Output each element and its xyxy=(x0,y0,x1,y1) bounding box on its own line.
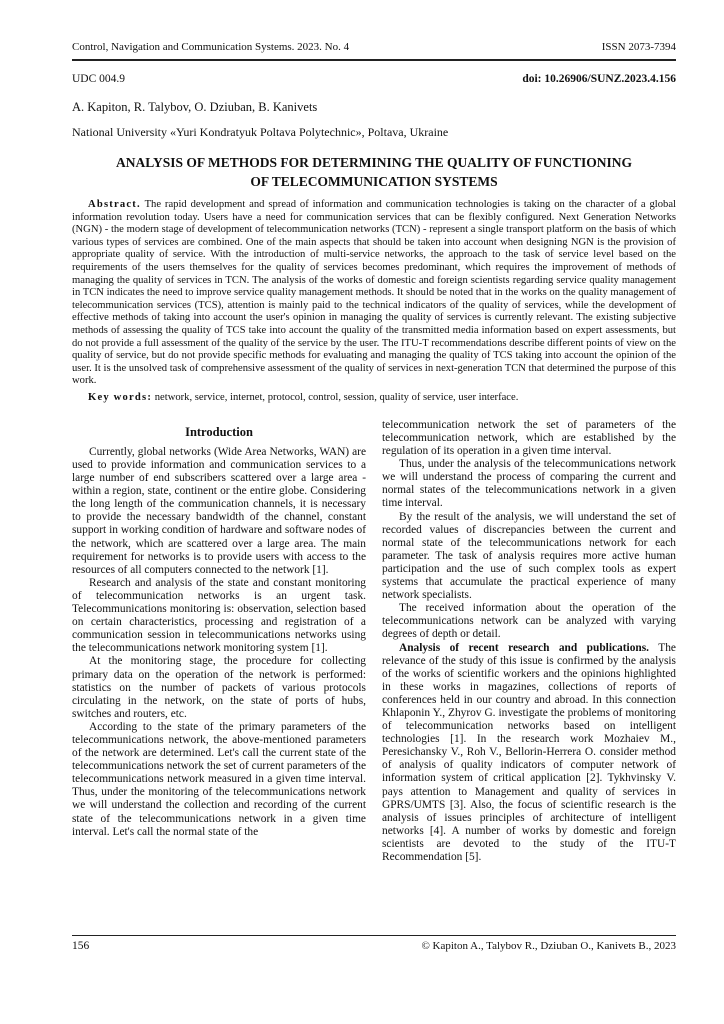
body-paragraph: Thus, under the analysis of the telecommunications network we will understand the process of comparing the current and normal states of the telecommunications network in a given time interval. xyxy=(382,458,676,510)
left-column xyxy=(72,419,366,935)
body-paragraph: Currently, global networks (Wide Area Networks, WAN) are used to provide information and communication services to a large number of end subscribers scattered over a large area - within a region, state, continent or the entire globe. Considering the long length of the communication channels, it is necessary to provide the necessary bandwidth of the channel, constant support in working condition of hardware and software nodes of the network, which are scattered over a large area. The main requirement for networks is to provide users with access to the resources of all computers connected to the network [1]. xyxy=(72,445,366,576)
authors-line: A. Kapiton, R. Talybov, O. Dziuban, B. Kanivets xyxy=(72,100,318,114)
udc-doi-row xyxy=(72,72,676,86)
abstract-label: Abstract. xyxy=(88,199,141,210)
body-paragraph: The received information about the operation of the telecommunications network can be analyzed with varying degrees of depth or detail. xyxy=(382,602,676,641)
analysis-paragraph xyxy=(382,642,676,865)
keywords-label: Key words: xyxy=(88,391,153,403)
abstract-text: The rapid development and spread of information and communication technologies is taking on the character of a global information revolution today. Users have a need for communication services that can be flexibly configured. Next Generation Networks (NGN) - the modern stage of development of telecommunication networks (TCN) - represent a single transport platform on the basis of which various types of services are combined. One of the main aspects that should be taken into account when designing NGN is the provision of appropriate quality of service. With the introduction of multi-service networks, the approach to the task of service level based on the requirements of the users themselves for the quality of services becomes predominant, which requires the improvement of methods of managing the quality of services in TCN. The analysis of the works of domestic and foreign scientists regarding service quality management in TCN indicates the need to improve service quality management methods. It should be noted that in the works on the quality management of telecommunication services (TCS), attention is mainly paid to the technical indicators of the quality of services, while the development of effective methods of taking into account the user's opinion in managing the quality of services is currently relevant. The existing subjective methods of assessing the quality of TCS take into account the quality of the transmitted media information based on expert assessments, but do not provide a full assessment of the quality of the service by the user. The ITU-T recommendations describe different points of view on the quality of service, but do not provide specific methods for evaluating and managing the quality of TCS taking into account the opinion of the user. It is the unsolved task of comprehensive assessment of the quality of services in next-generation TCN that determined the purpose of this work. xyxy=(72,199,676,387)
analysis-text: The relevance of the study of this issue is confirmed by the analysis of the works of scientific workers and the opinions highlighted in these works in magazines, collections of reports of conferences held in our country and abroad. In this connection Khlaponin Y., Zhyrov G. investigate the problems of monitoring of telecommunication networks based on intelligent technologies [1]. In the research work Mozhaiev M., Peresichansky V., Roh V., Bellorin-Herrera O. consider method of analysis of quality indicators of computer network of information system of critical application [2]. Tykhvinsky V. pays attention to Management and quality of services in GPRS/UMTS [3]. Also, the focus of scientific research is the analysis of issues principles of architecture of intelligent networks [4]. A number of works by domestic and foreign scientists are devoted to the study of the ITU-T Recommendation [5]. xyxy=(382,641,676,863)
keywords-line xyxy=(72,391,676,404)
keywords-text: network, service, internet, protocol, control, session, quality of service, user interface. xyxy=(154,391,519,403)
journal-header xyxy=(72,40,676,61)
paper-title-line1: ANALYSIS OF METHODS FOR DETERMINING THE QUALITY OF FUNCTIONING xyxy=(115,155,633,170)
copyright-line: © Kapiton A., Talybov R., Dziuban O., Kanivets B., 2023 xyxy=(421,939,676,952)
paper-title xyxy=(78,153,670,191)
journal-title: Control, Navigation and Communication Systems. 2023. No. 4 xyxy=(72,41,350,53)
body-paragraph: Research and analysis of the state and constant monitoring of telecommunication networks is an urgent task. Telecommunications monitoring is: observation, selection based on certain characteristics, processing and registration of a communication session in telecommunications networks using the telecommunications network monitoring system [1]. xyxy=(72,576,366,655)
section-heading-introduction: Introduction xyxy=(185,424,253,439)
abstract-paragraph xyxy=(72,199,676,388)
body-paragraph: telecommunication network the set of parameters of the telecommunication network, which are established by the regulation of its operation in a given time interval. xyxy=(382,418,676,458)
subsection-heading-analysis: Analysis of recent research and publications. xyxy=(399,641,650,654)
paper-title-line2: OF TELECOMMUNICATION SYSTEMS xyxy=(250,174,498,189)
page-number: 156 xyxy=(72,939,90,952)
body-paragraph: At the monitoring stage, the procedure for collecting primary data on the operation of the network is performed: statistics on the number of packets of various protocols circulating in the network, on the state of ports of hubs, switches and routers, etc. xyxy=(72,655,366,720)
issn-number: ISSN 2073-7394 xyxy=(601,41,676,53)
affiliation-line: National University «Yuri Kondratyuk Poltava Polytechnic», Poltava, Ukraine xyxy=(72,125,449,139)
doi-number: doi: 10.26906/SUNZ.2023.4.156 xyxy=(522,73,676,85)
page-footer xyxy=(72,935,676,954)
right-column xyxy=(382,419,676,935)
two-column-body xyxy=(72,419,676,935)
body-paragraph: According to the state of the primary parameters of the telecommunications network, the above-mentioned parameters of the network are determined. Let's call the current state of the telecommunications network the set of current parameters of the telecommunications network measured in a given time interval. Thus, under the monitoring of the telecommunications network we will understand the collection and recording of the current state of the telecommunications network in a given time interval. Let's call the normal state of the xyxy=(72,720,366,838)
body-paragraph: By the result of the analysis, we will understand the set of recorded values of discrepancies between the current and normal state of the telecommunications network for each parameter. The task of analysis requires more active human participation and the use of such complex tools as expert systems that accumulate the practical experience of many network specialists. xyxy=(382,510,676,602)
udc-code: UDC 004.9 xyxy=(72,73,126,85)
